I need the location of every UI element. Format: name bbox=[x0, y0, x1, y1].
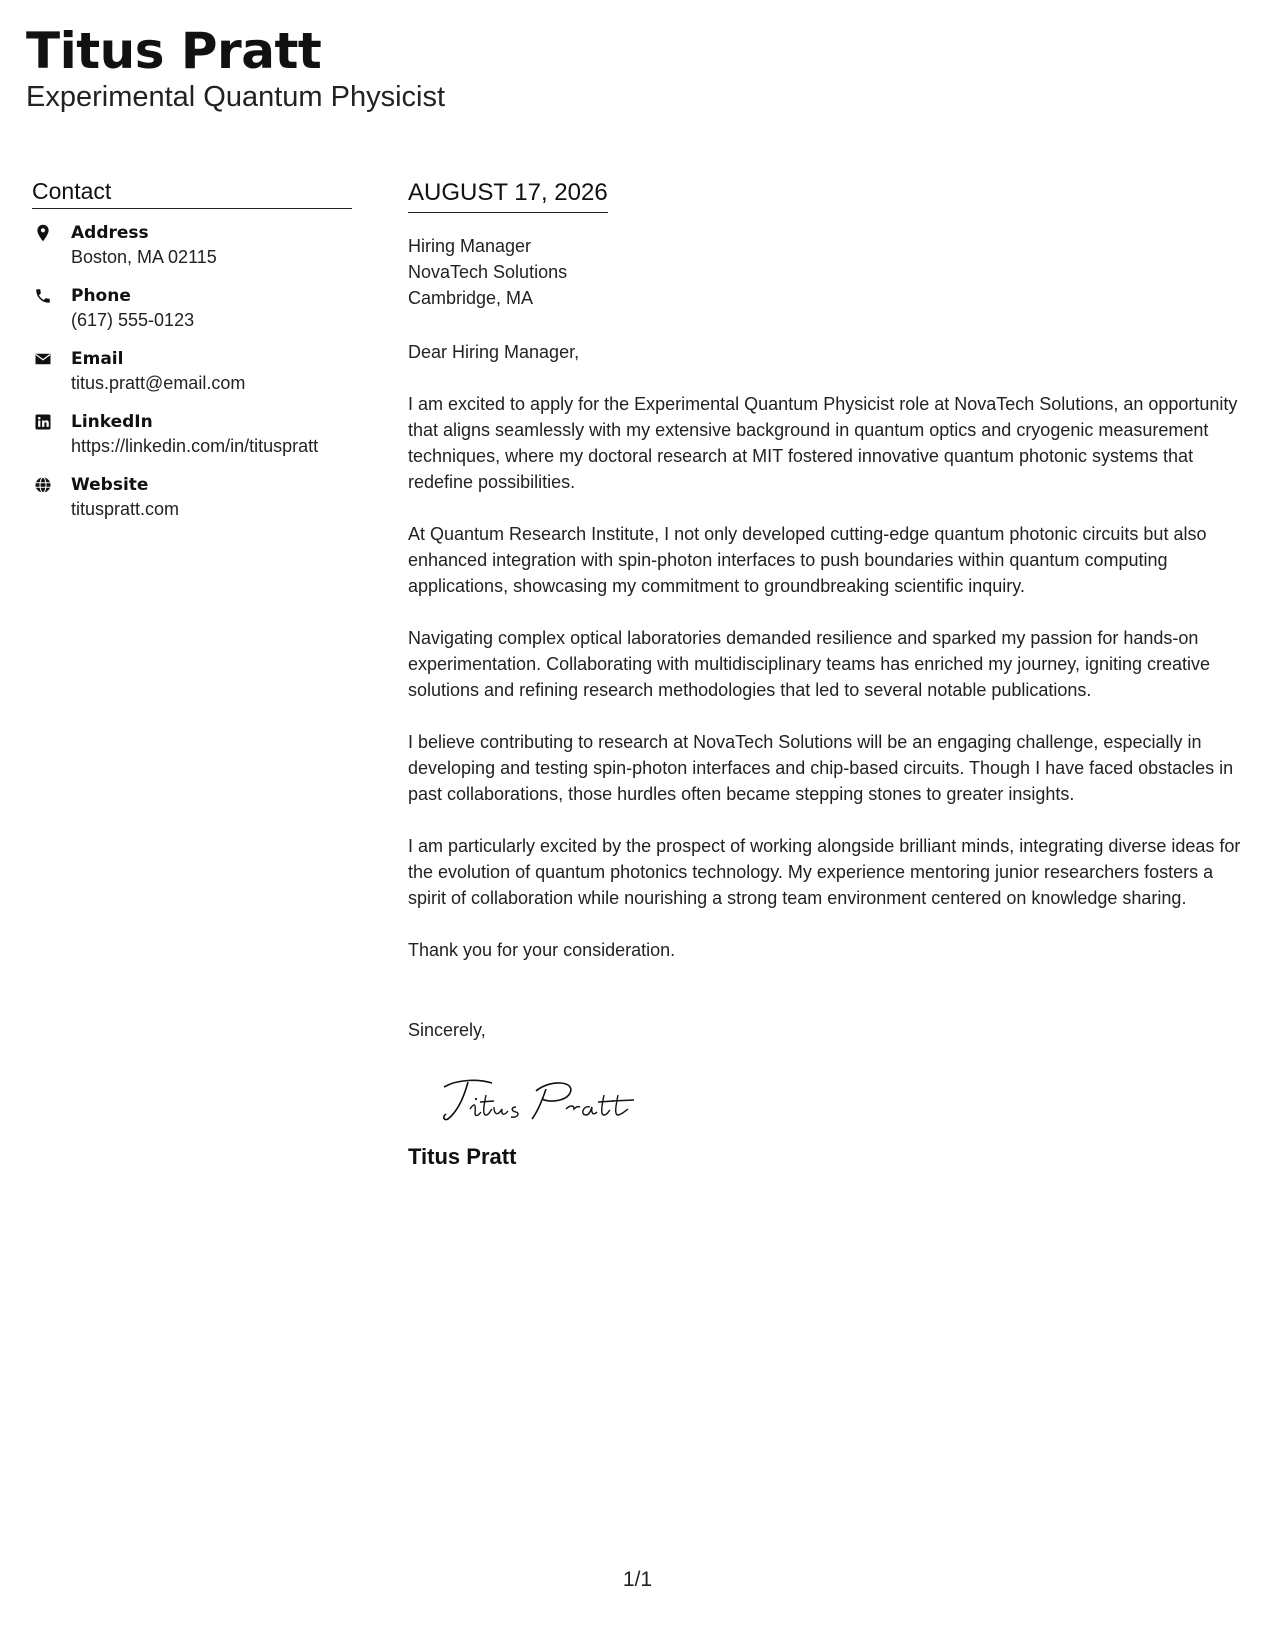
phone-icon bbox=[34, 287, 52, 305]
handwritten-signature bbox=[438, 1069, 1248, 1129]
applicant-title: Experimental Quantum Physicist bbox=[26, 81, 446, 113]
contact-value: https://linkedin.com/in/tituspratt bbox=[71, 436, 319, 456]
signer-name: Titus Pratt bbox=[408, 1144, 517, 1169]
page-number: 1/1 bbox=[622, 1568, 653, 1591]
recipient-name: Hiring Manager bbox=[408, 236, 532, 256]
letter-paragraph: Thank you for your consideration. bbox=[408, 940, 676, 960]
recipient-block bbox=[408, 233, 1248, 311]
resume-header bbox=[26, 22, 445, 114]
contact-email bbox=[32, 347, 352, 410]
contact-address bbox=[32, 221, 352, 284]
letter-paragraph: I am excited to apply for the Experimental Quantum Physicist role at NovaTech Solutions, an opportunity that aligns seamlessly with my extensive background in quantum optics and cryogenic measurement techniques, where my doctoral research at MIT fostered innovative quantum photonic systems that redefine possibilities. bbox=[408, 394, 1238, 492]
recipient-location: Cambridge, MA bbox=[408, 288, 534, 308]
linkedin-icon bbox=[34, 413, 52, 431]
contact-phone bbox=[32, 284, 352, 347]
contact-label: LinkedIn bbox=[71, 412, 153, 432]
letter-date: AUGUST 17, 2026 bbox=[408, 176, 608, 213]
contact-linkedin bbox=[32, 410, 352, 473]
letter-paragraph: At Quantum Research Institute, I not only developed cutting-edge quantum photonic circuits but also enhanced integration with spin-photon interfaces to push boundaries within quantum computing applications, showcasing my commitment to groundbreaking scientific inquiry. bbox=[408, 524, 1207, 596]
applicant-name: Titus Pratt bbox=[26, 22, 322, 80]
contact-value: (617) 555-0123 bbox=[71, 310, 195, 330]
location-pin-icon bbox=[34, 224, 52, 242]
envelope-icon bbox=[34, 350, 52, 368]
contact-value: Boston, MA 02115 bbox=[71, 247, 217, 267]
recipient-company: NovaTech Solutions bbox=[408, 262, 568, 282]
letter-greeting: Dear Hiring Manager, bbox=[408, 342, 580, 362]
contact-label: Address bbox=[71, 223, 149, 243]
contact-label: Phone bbox=[71, 286, 131, 306]
contact-sidebar bbox=[32, 176, 352, 536]
contact-value: titus.pratt@email.com bbox=[71, 373, 246, 393]
contact-heading: Contact bbox=[32, 176, 352, 209]
contact-value: tituspratt.com bbox=[71, 499, 180, 519]
contact-website bbox=[32, 473, 352, 536]
letter-closing: Sincerely, bbox=[408, 1020, 486, 1040]
letter-paragraph: I believe contributing to research at NovaTech Solutions will be an engaging challenge, especially in developing and testing spin-photon interfaces and chip-based circuits. Though I have faced obstacles in past collaborations, those hurdles often became stepping stones to greater insights. bbox=[408, 732, 1234, 804]
letter-paragraph: I am particularly excited by the prospect of working alongside brilliant minds, integrating diverse ideas for the evolution of quantum photonics technology. My experience mentoring junior researchers fosters a spirit of collaboration while nourishing a strong team environment centered on knowledge sharing. bbox=[408, 836, 1241, 908]
globe-icon bbox=[34, 476, 52, 494]
contact-label: Website bbox=[71, 475, 149, 495]
letter-paragraph: Navigating complex optical laboratories demanded resilience and sparked my passion for hands-on experimentation. Collaborating with multidisciplinary teams has enriched my journey, igniting creative solutions and refining research methodologies that led to several notable publications. bbox=[408, 628, 1211, 700]
cover-letter bbox=[408, 176, 1248, 1171]
contact-label: Email bbox=[71, 349, 124, 369]
